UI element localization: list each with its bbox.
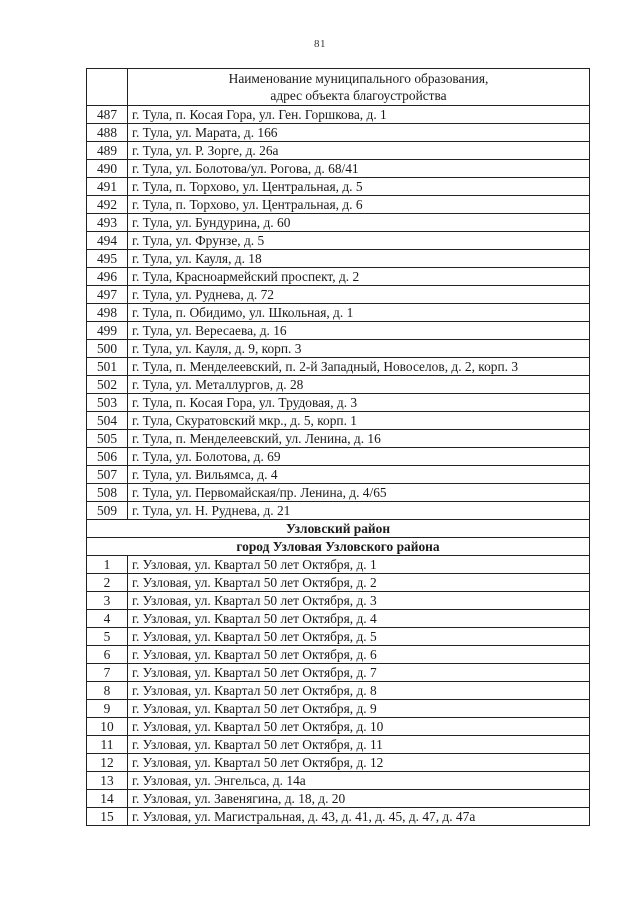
row-address: г. Тула, ул. Кауля, д. 18: [128, 250, 590, 268]
table-row: [87, 196, 590, 214]
row-number: 492: [87, 196, 128, 214]
row-address: г. Тула, п. Менделеевский, п. 2-й Западный, Новоселов, д. 2, корп. 3: [128, 358, 590, 376]
row-number: 2: [87, 574, 128, 592]
row-address: г. Тула, ул. Металлургов, д. 28: [128, 376, 590, 394]
address-table: [86, 68, 590, 826]
table-row: [87, 394, 590, 412]
row-number: 497: [87, 286, 128, 304]
row-number: 504: [87, 412, 128, 430]
row-address: г. Узловая, ул. Квартал 50 лет Октября, д. 7: [128, 664, 590, 682]
table-row: [87, 592, 590, 610]
row-address: г. Тула, п. Косая Гора, ул. Ген. Горшкова, д. 1: [128, 106, 590, 124]
row-address: г. Узловая, ул. Квартал 50 лет Октября, д. 1: [128, 556, 590, 574]
row-number: 505: [87, 430, 128, 448]
table-row: [87, 106, 590, 124]
section-city-title: город Узловая Узловского района: [87, 538, 590, 556]
row-number: 493: [87, 214, 128, 232]
row-address: г. Узловая, ул. Квартал 50 лет Октября, д. 5: [128, 628, 590, 646]
row-number: 496: [87, 268, 128, 286]
uzlovaya-rows: [87, 556, 590, 826]
row-address: г. Узловая, ул. Квартал 50 лет Октября, д. 3: [128, 592, 590, 610]
table-row: [87, 322, 590, 340]
row-address: г. Узловая, ул. Магистральная, д. 43, д. 41, д. 45, д. 47, д. 47а: [128, 808, 590, 826]
table-row: [87, 628, 590, 646]
table-row: [87, 790, 590, 808]
section-headers: [87, 520, 590, 556]
row-address: г. Тула, п. Косая Гора, ул. Трудовая, д. 3: [128, 394, 590, 412]
row-address: г. Тула, ул. Первомайская/пр. Ленина, д. 4/65: [128, 484, 590, 502]
page-number: 81: [314, 38, 326, 50]
row-address: г. Тула, п. Менделеевский, ул. Ленина, д. 16: [128, 430, 590, 448]
row-address: г. Тула, ул. Р. Зорге, д. 26а: [128, 142, 590, 160]
row-number: 7: [87, 664, 128, 682]
row-number: 5: [87, 628, 128, 646]
row-address: г. Узловая, ул. Завенягина, д. 18, д. 20: [128, 790, 590, 808]
row-address: г. Тула, ул. Вересаева, д. 16: [128, 322, 590, 340]
row-number: 8: [87, 682, 128, 700]
table-row: [87, 736, 590, 754]
table-header-row: [87, 69, 590, 106]
table-row: [87, 232, 590, 250]
table-row: [87, 376, 590, 394]
row-number: 491: [87, 178, 128, 196]
section-district-title: Узловский район: [87, 520, 590, 538]
table-row: [87, 250, 590, 268]
row-number: 12: [87, 754, 128, 772]
row-number: 6: [87, 646, 128, 664]
row-number: 13: [87, 772, 128, 790]
row-address: г. Тула, ул. Болотова, д. 69: [128, 448, 590, 466]
row-number: 3: [87, 592, 128, 610]
table-row: [87, 574, 590, 592]
row-address: г. Тула, ул. Бундурина, д. 60: [128, 214, 590, 232]
row-address: г. Узловая, ул. Квартал 50 лет Октября, д. 9: [128, 700, 590, 718]
row-number: 501: [87, 358, 128, 376]
table-row: [87, 466, 590, 484]
row-address: г. Тула, ул. Фрунзе, д. 5: [128, 232, 590, 250]
row-number: 9: [87, 700, 128, 718]
table-row: [87, 718, 590, 736]
table-row: [87, 304, 590, 322]
row-number: 507: [87, 466, 128, 484]
row-address: г. Тула, Скуратовский мкр., д. 5, корп. 1: [128, 412, 590, 430]
row-number: 498: [87, 304, 128, 322]
table-row: [87, 610, 590, 628]
row-address: г. Тула, ул. Руднева, д. 72: [128, 286, 590, 304]
row-number: 499: [87, 322, 128, 340]
row-number: 494: [87, 232, 128, 250]
table-row: [87, 664, 590, 682]
row-number: 502: [87, 376, 128, 394]
table-row: [87, 214, 590, 232]
table-row: [87, 430, 590, 448]
row-number: 489: [87, 142, 128, 160]
header-title-line2: адрес объекта благоустройства: [270, 88, 447, 103]
row-number: 506: [87, 448, 128, 466]
row-address: г. Узловая, ул. Энгельса, д. 14а: [128, 772, 590, 790]
row-address: г. Узловая, ул. Квартал 50 лет Октября, д. 6: [128, 646, 590, 664]
row-address: г. Тула, ул. Кауля, д. 9, корп. 3: [128, 340, 590, 358]
table-row: [87, 556, 590, 574]
table-row: [87, 484, 590, 502]
header-number-cell: [87, 69, 128, 106]
row-address: г. Тула, Красноармейский проспект, д. 2: [128, 268, 590, 286]
row-address: г. Тула, п. Торхово, ул. Центральная, д. 5: [128, 178, 590, 196]
table-row: [87, 808, 590, 826]
row-address: г. Узловая, ул. Квартал 50 лет Октября, д. 12: [128, 754, 590, 772]
row-address: г. Узловая, ул. Квартал 50 лет Октября, д. 2: [128, 574, 590, 592]
row-number: 487: [87, 106, 128, 124]
table-row: [87, 502, 590, 520]
section-row-city: [87, 538, 590, 556]
table-row: [87, 124, 590, 142]
header-title-line1: Наименование муниципального образования,: [228, 71, 489, 86]
row-address: г. Тула, ул. Марата, д. 166: [128, 124, 590, 142]
row-address: г. Тула, ул. Болотова/ул. Рогова, д. 68/41: [128, 160, 590, 178]
row-number: 500: [87, 340, 128, 358]
row-number: 509: [87, 502, 128, 520]
table-row: [87, 340, 590, 358]
table-row: [87, 412, 590, 430]
row-number: 488: [87, 124, 128, 142]
table-row: [87, 646, 590, 664]
row-address: г. Узловая, ул. Квартал 50 лет Октября, д. 10: [128, 718, 590, 736]
table-row: [87, 142, 590, 160]
row-address: г. Тула, п. Обидимо, ул. Школьная, д. 1: [128, 304, 590, 322]
row-number: 490: [87, 160, 128, 178]
table-row: [87, 178, 590, 196]
row-address: г. Тула, ул. Н. Руднева, д. 21: [128, 502, 590, 520]
table-row: [87, 268, 590, 286]
header-title-cell: [128, 69, 590, 106]
row-number: 1: [87, 556, 128, 574]
row-number: 10: [87, 718, 128, 736]
table-row: [87, 358, 590, 376]
row-number: 508: [87, 484, 128, 502]
table-row: [87, 772, 590, 790]
row-address: г. Узловая, ул. Квартал 50 лет Октября, д. 11: [128, 736, 590, 754]
table-row: [87, 682, 590, 700]
table-row: [87, 448, 590, 466]
row-number: 14: [87, 790, 128, 808]
table-row: [87, 286, 590, 304]
table-row: [87, 700, 590, 718]
table-row: [87, 754, 590, 772]
row-number: 503: [87, 394, 128, 412]
row-number: 495: [87, 250, 128, 268]
row-address: г. Тула, ул. Вильямса, д. 4: [128, 466, 590, 484]
section-row-district: [87, 520, 590, 538]
row-number: 15: [87, 808, 128, 826]
row-address: г. Узловая, ул. Квартал 50 лет Октября, д. 4: [128, 610, 590, 628]
row-number: 11: [87, 736, 128, 754]
tula-rows: [87, 106, 590, 520]
row-address: г. Узловая, ул. Квартал 50 лет Октября, д. 8: [128, 682, 590, 700]
row-address: г. Тула, п. Торхово, ул. Центральная, д. 6: [128, 196, 590, 214]
row-number: 4: [87, 610, 128, 628]
table-row: [87, 160, 590, 178]
